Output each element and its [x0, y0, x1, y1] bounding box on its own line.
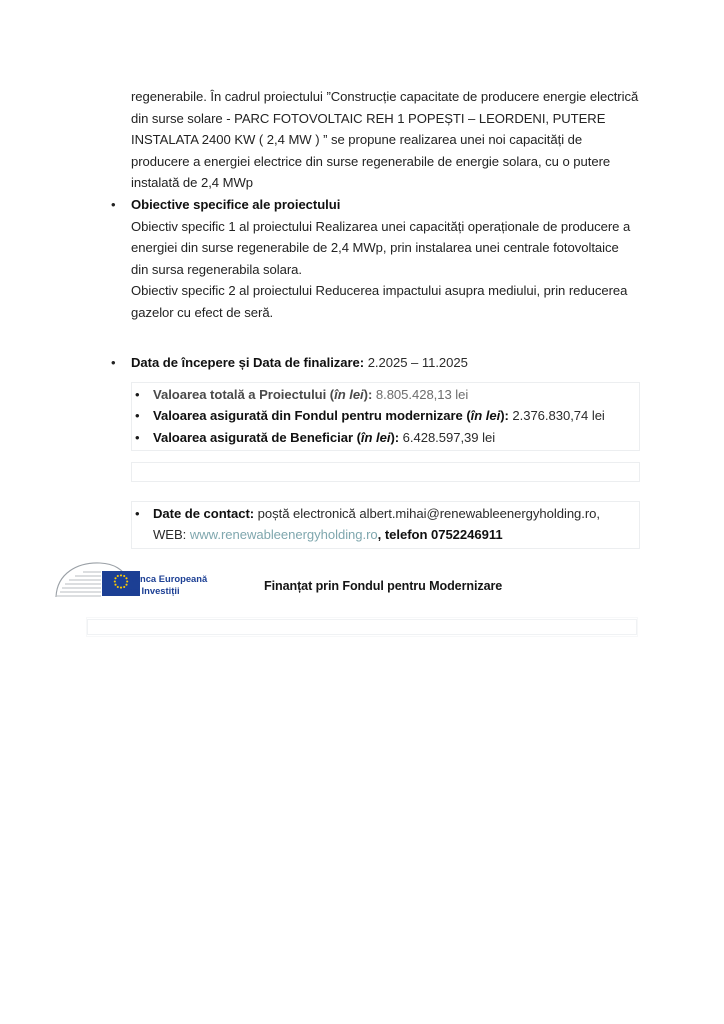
fact-label-italic: în lei	[470, 408, 501, 424]
bullet-icon: •	[135, 506, 140, 522]
fact-label-suffix: ):	[363, 387, 373, 403]
fact-label: Valoarea asigurată de Beneficiar (	[153, 429, 361, 445]
contact-text-before: poștă electronică albert.mihai@renewableenergyholding.ro, WEB:	[153, 506, 601, 543]
fact-value: 2.376.830,74 lei	[508, 408, 605, 424]
table-row	[132, 502, 640, 549]
spacer	[110, 324, 639, 352]
values-table	[131, 382, 640, 451]
empty-table	[131, 462, 640, 482]
eib-wordmark-line1: Banca Europeană	[128, 573, 208, 584]
fact-value: 2.2025 – 11.2025	[364, 354, 468, 370]
document-content	[110, 86, 639, 549]
eib-wordmark	[128, 573, 207, 596]
intro-paragraph: regenerabile. În cadrul proiectului ”Construcție capacitate de producere energie electrică din surse solare - PARC FOTOVOLTAIC REH 1 POPEȘTI – LEORDENI, PUTERE INSTALATA 2400 KW ( 2,4 MW ) ” se propune realizarea unei noi capacități de producere a energiei electrice din surse regenerabile de energie solara, cu o putere instalată de 2,4 MWp	[131, 89, 639, 191]
fact-label-italic: în lei	[334, 387, 364, 403]
fact-value: 6.428.597,39 lei	[399, 429, 496, 445]
fact-row-fond	[136, 405, 635, 426]
fact-label-suffix: ):	[500, 408, 509, 424]
spacer	[110, 482, 639, 501]
table-row	[132, 383, 640, 451]
funding-statement: Finanțat prin Fondul pentru Modernizare	[264, 579, 503, 593]
bullet-icon: •	[135, 387, 140, 403]
website-link[interactable]: www.renewableenergyholding.ro	[189, 527, 378, 543]
values-cell	[132, 383, 640, 451]
bullet-icon: •	[111, 354, 116, 370]
contact-row	[136, 503, 635, 546]
fact-label: Data de începere și Data de finalizare:	[131, 354, 365, 370]
fact-label-italic: în lei	[360, 429, 391, 445]
footer-logo-band	[54, 560, 654, 608]
objectives-heading-row	[110, 194, 639, 216]
bottom-empty-box	[87, 619, 637, 635]
spacer	[110, 373, 639, 382]
objective-1: Obiectiv specific 1 al proiectului Realizarea unei capacități operaționale de producere a energiei din surse regenerabile de 2,4 MWp, prin instalarea unei centrale fotovoltaice din sursa regenerabila solara.	[131, 218, 631, 277]
bullet-icon: •	[135, 408, 140, 424]
bullet-icon: •	[111, 196, 116, 212]
fact-row-beneficiar	[136, 427, 635, 448]
eib-wordmark-line2: de Investiții	[128, 584, 180, 596]
fact-value: 8.805.428,13 lei	[372, 387, 469, 403]
contact-cell	[132, 502, 640, 549]
table-row	[132, 463, 640, 482]
fact-label: Valoarea asigurată din Fondul pentru modernizare (	[153, 408, 471, 424]
bottom-empty-box-outer	[86, 617, 638, 637]
objective-2: Obiectiv specific 2 al proiectului Reducerea impactului asupra mediului, prin reducerea gazelor cu efect de seră.	[131, 283, 628, 320]
objectives-heading: Obiective specifice ale proiectului	[131, 196, 341, 212]
contact-text-after: , telefon 0752246911	[377, 527, 503, 543]
spacer	[110, 451, 639, 462]
fact-row-total	[136, 384, 635, 405]
fact-label-suffix: ):	[390, 429, 400, 445]
fact-label: Valoarea totală a Proiectului (	[153, 387, 335, 403]
contact-label: Date de contact:	[153, 506, 255, 522]
fact-row-dates	[110, 352, 639, 374]
contact-table	[131, 501, 640, 549]
empty-cell	[132, 463, 640, 482]
bullet-icon: •	[135, 429, 140, 445]
